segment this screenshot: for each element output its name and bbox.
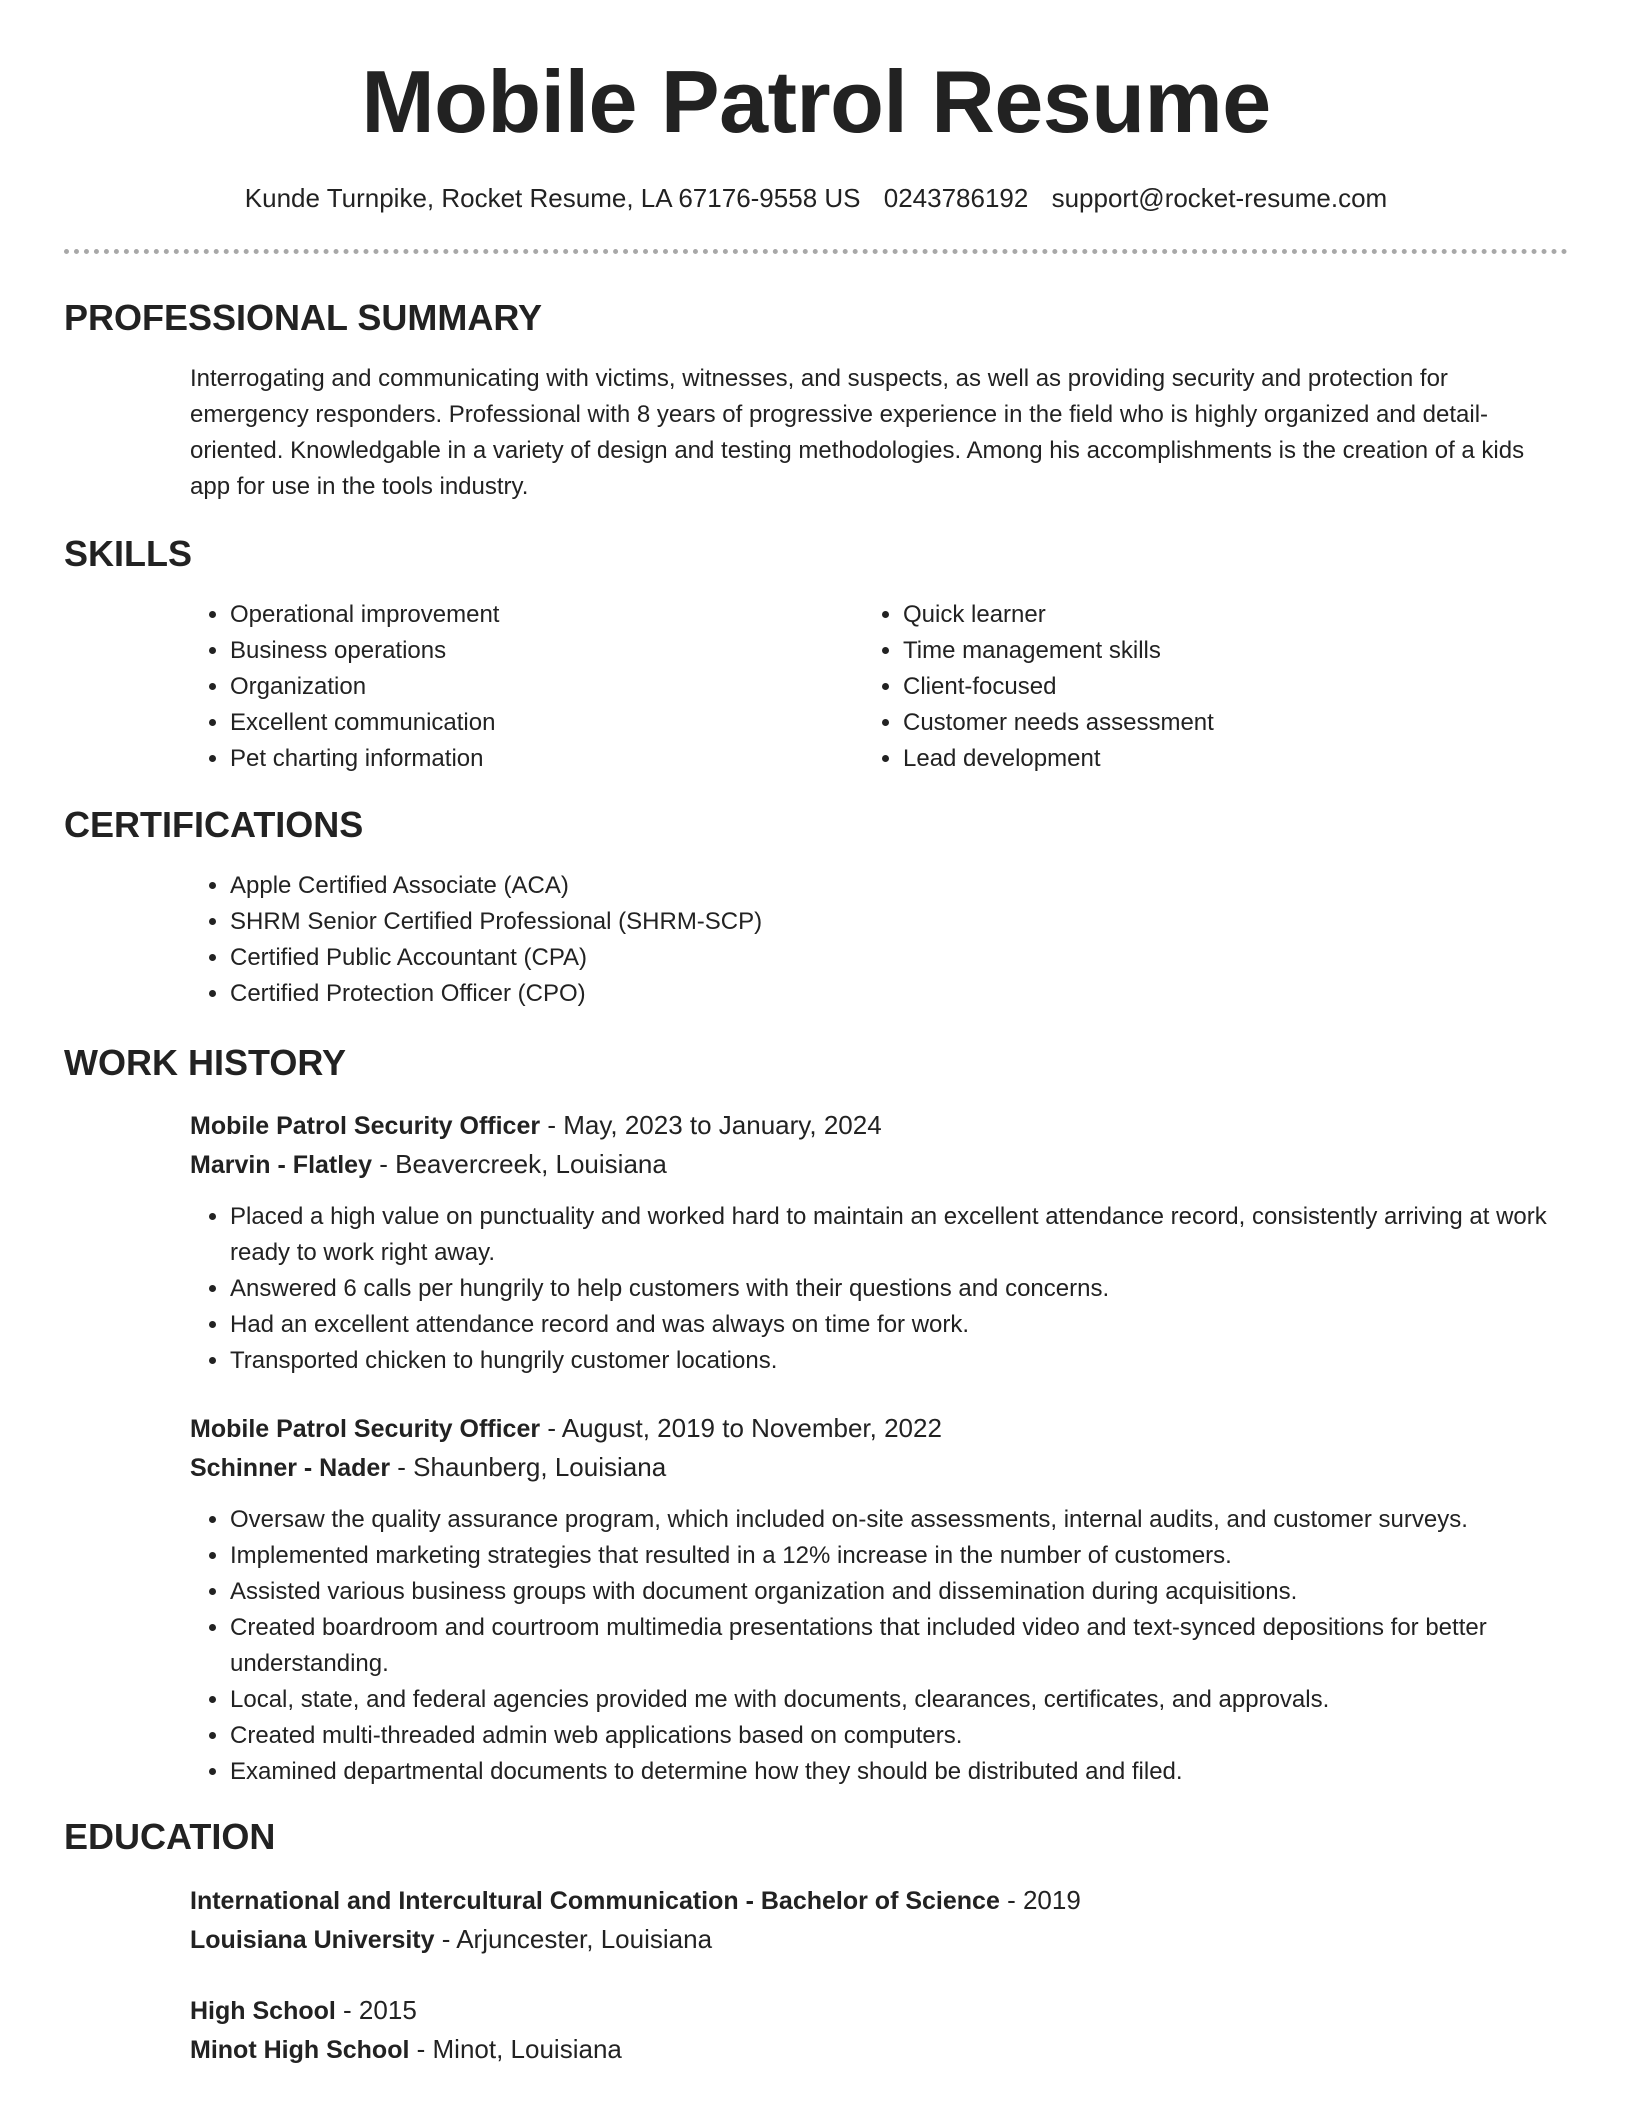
list-item: • Assisted various business groups with document organization and dissemination during acquisitions. [230, 1574, 1600, 1610]
job-dates: - May, 2023 to January, 2024 [540, 1110, 882, 1140]
skills-list-left [186, 597, 870, 777]
list-item: • Customer needs assessment [903, 705, 1543, 741]
education-degree: High School [190, 1997, 336, 2025]
job-company: Marvin - Flatley [190, 1151, 372, 1179]
list-item: • Local, state, and federal agencies provided me with documents, clearances, certificates, and approvals. [230, 1682, 1600, 1718]
list-item: • Transported chicken to hungrily customer locations. [230, 1343, 1600, 1379]
education-location: - Minot, Louisiana [409, 2034, 622, 2064]
list-item: • Business operations [230, 633, 870, 669]
resume-title: Mobile Patrol Resume [361, 52, 1271, 151]
job-company-line [190, 1145, 667, 1184]
job-company-line [190, 1448, 666, 1487]
contact-address: Kunde Turnpike, Rocket Resume, LA 67176-9558 US [244, 183, 861, 213]
contact-line [0, 180, 1632, 216]
education-degree: International and Intercultural Communication - Bachelor of Science [190, 1887, 1000, 1915]
list-item: • Certified Public Accountant (CPA) [230, 940, 1530, 976]
education-degree-line [190, 1991, 417, 2030]
list-item: • Had an excellent attendance record and was always on time for work. [230, 1307, 1600, 1343]
list-item: • Created multi-threaded admin web applications based on computers. [230, 1718, 1600, 1754]
job-title: Mobile Patrol Security Officer [190, 1415, 541, 1443]
skills-list-right [859, 597, 1543, 777]
header-divider [64, 249, 1568, 254]
education-year: - 2015 [335, 1995, 417, 2025]
job-dates: - August, 2019 to November, 2022 [540, 1413, 942, 1443]
list-item: • Pet charting information [230, 741, 870, 777]
certifications-list [186, 868, 1530, 1012]
list-item: • Certified Protection Officer (CPO) [230, 976, 1530, 1012]
list-item: • Placed a high value on punctuality and worked hard to maintain an excellent attendance record, consistently arriving at work ready to work right away. [230, 1199, 1600, 1271]
education-heading: EDUCATION [64, 1816, 276, 1857]
list-item: • Operational improvement [230, 597, 870, 633]
list-item: • Examined departmental documents to determine how they should be distributed and filed. [230, 1754, 1600, 1790]
summary-heading: PROFESSIONAL SUMMARY [64, 297, 543, 338]
skills-heading: SKILLS [64, 533, 193, 574]
list-item: • SHRM Senior Certified Professional (SHRM-SCP) [230, 904, 1530, 940]
job-company: Schinner - Nader [190, 1454, 391, 1482]
job-bullets [186, 1502, 1600, 1790]
education-degree-line [190, 1881, 1081, 1920]
job-location: - Beavercreek, Louisiana [372, 1149, 667, 1179]
list-item: • Time management skills [903, 633, 1543, 669]
job-title-line [190, 1106, 882, 1145]
education-school-line [190, 1920, 712, 1959]
summary-text: Interrogating and communicating with victims, witnesses, and suspects, as well as providing security and protection for emergency responders. Professional with 8 years of progressive experience in the field who is highly organized and detail-oriented. Knowledgable in a variety of design and testing methodologies. Among his accomplishments is the creation of a kids app for use in the tools industry. [190, 365, 1525, 500]
list-item: • Lead development [903, 741, 1543, 777]
list-item: • Answered 6 calls per hungrily to help customers with their questions and concerns. [230, 1271, 1600, 1307]
certifications-heading: CERTIFICATIONS [64, 804, 364, 845]
job-title-line [190, 1409, 942, 1448]
list-item: • Client-focused [903, 669, 1543, 705]
education-school: Minot High School [190, 2036, 410, 2064]
list-item: • Implemented marketing strategies that resulted in a 12% increase in the number of customers. [230, 1538, 1600, 1574]
list-item: • Excellent communication [230, 705, 870, 741]
list-item: • Oversaw the quality assurance program, which included on-site assessments, internal audits, and customer surveys. [230, 1502, 1600, 1538]
list-item: • Apple Certified Associate (ACA) [230, 868, 1530, 904]
list-item: • Quick learner [903, 597, 1543, 633]
job-title: Mobile Patrol Security Officer [190, 1112, 541, 1140]
education-year: - 2019 [999, 1885, 1081, 1915]
list-item: • Organization [230, 669, 870, 705]
education-location: - Arjuncester, Louisiana [434, 1924, 713, 1954]
contact-email: support@rocket-resume.com [1051, 183, 1388, 213]
job-location: - Shaunberg, Louisiana [390, 1452, 667, 1482]
work-history-heading: WORK HISTORY [64, 1042, 347, 1083]
education-school-line [190, 2030, 622, 2069]
education-school: Louisiana University [190, 1926, 435, 1954]
list-item: • Created boardroom and courtroom multimedia presentations that included video and text-synced depositions for better understanding. [230, 1610, 1600, 1682]
job-bullets [186, 1199, 1600, 1379]
contact-phone: 0243786192 [883, 183, 1029, 213]
